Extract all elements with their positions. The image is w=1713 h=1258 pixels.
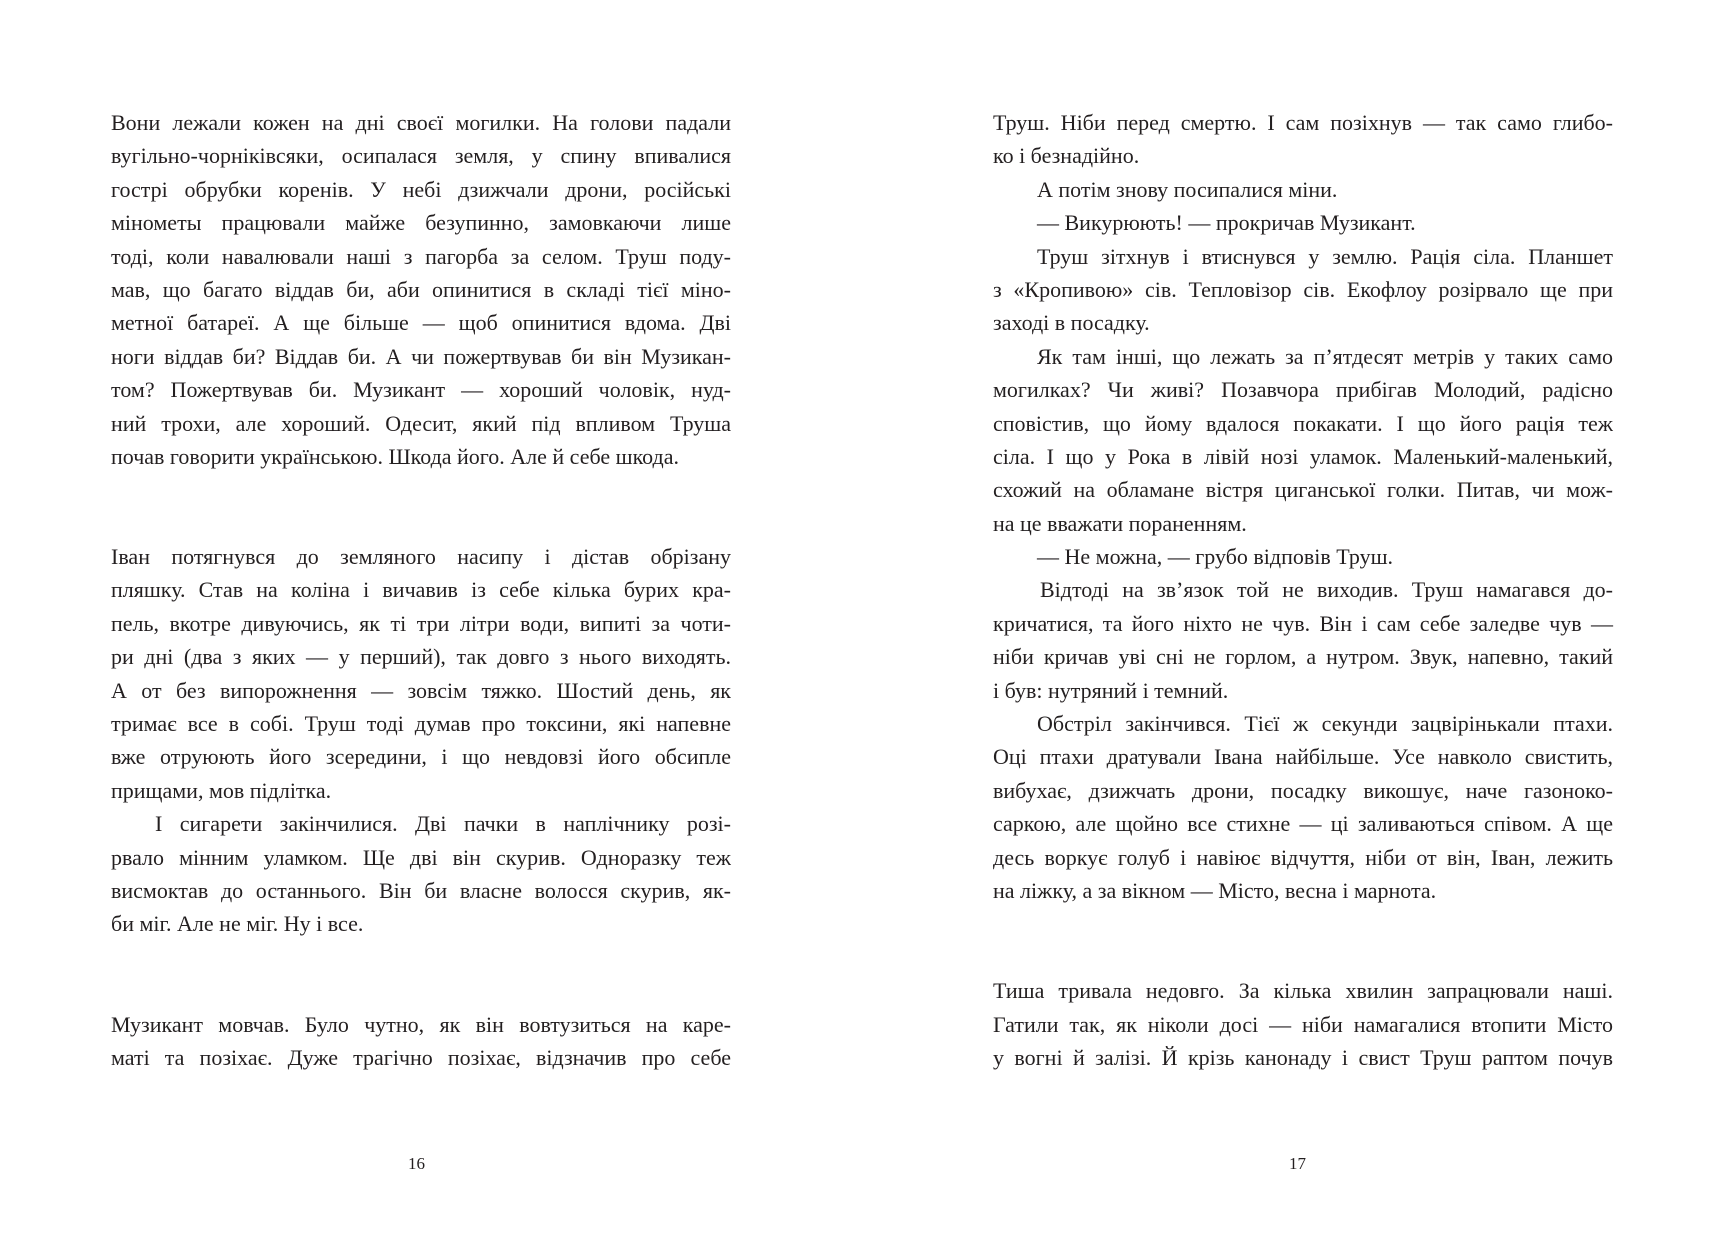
section-break xyxy=(111,941,731,1008)
text-line: тоді, коли навалювали наші з пагорба за селом. Труш поду- xyxy=(111,243,731,269)
text-line: Труш. Ніби перед смертю. І сам позіхнув — так само глибо- xyxy=(993,110,1613,135)
text-line: Вони лежали кожен на дні своєї могилки. На голови падали xyxy=(111,110,731,135)
text-line: А потім знову посипалися міни. xyxy=(1037,176,1338,202)
text-line: маті та позіхає. Дуже трагічно позіхає, відзначив про себе xyxy=(111,1044,731,1070)
text-line: з «Кропивою» сів. Тепловізор сів. Екофлоу розірвало ще при xyxy=(993,276,1613,302)
text-line: Обстріл закінчився. Тієї ж секунди зацвірінькали птахи. xyxy=(1037,711,1613,737)
text-line: і був: нутряний і темний. xyxy=(993,677,1229,703)
text-line: Гатили так, як ніколи досі — ніби намагалися втопити Місто xyxy=(993,1011,1613,1037)
text-line: ноги віддав би? Віддав би. А чи пожертвував би він Музикан- xyxy=(111,343,731,369)
text-line: ко і безнадійно. xyxy=(993,143,1140,169)
text-line: ний трохи, але хороший. Одесит, який під впливом Труша xyxy=(111,410,731,436)
text-line: ри дні (два з яких — у перший), так довго з нього виходять. xyxy=(111,644,731,670)
text-line: заході в посадку. xyxy=(993,310,1150,336)
text-line: Як там інші, що лежать за п’ятдесят метрів у таких само xyxy=(1037,343,1613,369)
text-line: том? Пожертвував би. Музикант — хороший чоловік, нуд- xyxy=(111,377,731,403)
text-line: пляшку. Став на коліна і вичавив із себе кілька бурих кра- xyxy=(111,577,731,603)
text-line: на це вважати пораненням. xyxy=(993,510,1247,536)
text-line: могилках? Чи живі? Позавчора прибігав Молодий, радісно xyxy=(993,377,1613,403)
page-number: 16 xyxy=(408,1154,425,1173)
text-line: кричатися, та його ніхто не чув. Він і сам себе заледве чув — xyxy=(993,610,1613,636)
text-line: пель, вкотре дивуючись, як ті три літри води, випиті за чоти- xyxy=(111,610,731,636)
text-line: почав говорити українською. Шкода його. Але й себе шкода. xyxy=(111,443,679,469)
text-line: Відтоді на зв’язок той не виходив. Труш намагався до- xyxy=(1040,577,1613,603)
right-page xyxy=(993,106,1613,1074)
text-line: мав, що багато віддав би, аби опинитися в складі тієї міно- xyxy=(111,276,731,302)
text-line: ніби кричав уві сні не горлом, а нутром. Звук, напевно, такий xyxy=(993,644,1613,670)
text-line: рвало мінним уламком. Ще дві він скурив. Одноразку теж xyxy=(111,844,731,870)
text-line: гострі обрубки коренів. У небі дзижчали дрони, російські xyxy=(111,176,731,202)
text-line: Музикант мовчав. Було чутно, як він вовтузиться на каре- xyxy=(111,1011,731,1037)
text-line: на ліжку, а за вікном — Місто, весна і марнота. xyxy=(993,877,1437,903)
text-line: Оці птахи дратували Івана найбільше. Усе навколо свистить, xyxy=(993,744,1613,770)
section-break xyxy=(993,907,1613,974)
text-line: Іван потягнувся до земляного насипу і дістав обрізану xyxy=(111,544,731,570)
text-line: сіла. І що у Рока в лівій нозі уламок. Маленький-маленький, xyxy=(993,443,1613,469)
text-line: — Не можна, — грубо відповів Труш. xyxy=(1037,544,1394,570)
text-line: Тиша тривала недовго. За кілька хвилин запрацювали наші. xyxy=(993,978,1613,1004)
text-line: вибухає, дзижчать дрони, посадку викошує, наче газоноко- xyxy=(993,777,1613,803)
text-line: схожий на обламане вістря циганської голки. Питав, чи мож- xyxy=(993,477,1613,503)
text-line: висмоктав до останнього. Він би власне волосся скурив, як- xyxy=(111,878,731,903)
text-line: прищами, мов підлітка. xyxy=(111,777,332,803)
text-line: метної батареї. А ще більше — щоб опинитися вдома. Дві xyxy=(111,310,731,336)
text-line: тримає все в собі. Труш тоді думав про токсини, які напевне xyxy=(111,711,731,737)
text-line: у вогні й залізі. Й крізь канонаду і свист Труш раптом почув xyxy=(993,1044,1613,1070)
text-line: би міг. Але не міг. Ну і все. xyxy=(111,911,364,937)
text-line: — Викурюють! — прокричав Музикант. xyxy=(1037,210,1416,236)
text-line: А от без випорожнення — зовсім тяжко. Шостий день, як xyxy=(111,677,731,703)
text-line: саркою, але щойно все стихне — ці заливаються співом. А ще xyxy=(993,811,1613,837)
text-line: мінометы працювали майже безупинно, замовкаючи лише xyxy=(111,210,731,236)
text-line: сповістив, що йому вдалося покакати. І що його рація теж xyxy=(993,410,1613,436)
page-number: 17 xyxy=(1289,1154,1306,1173)
text-line: вугільно-чорніківсяки, осипалася земля, у спину впивалися xyxy=(111,143,731,169)
section-break xyxy=(111,473,731,540)
text-line: десь воркує голуб і навіює відчуття, ніби от він, Іван, лежить xyxy=(993,844,1613,870)
left-page xyxy=(111,106,731,1074)
text-line: вже отруюють його зсередини, і що невдовзі його обсипле xyxy=(111,744,731,770)
text-line: Труш зітхнув і втиснувся у землю. Рація сіла. Планшет xyxy=(1037,243,1613,269)
text-line: І сигарети закінчилися. Дві пачки в наплічнику розі- xyxy=(155,811,731,837)
